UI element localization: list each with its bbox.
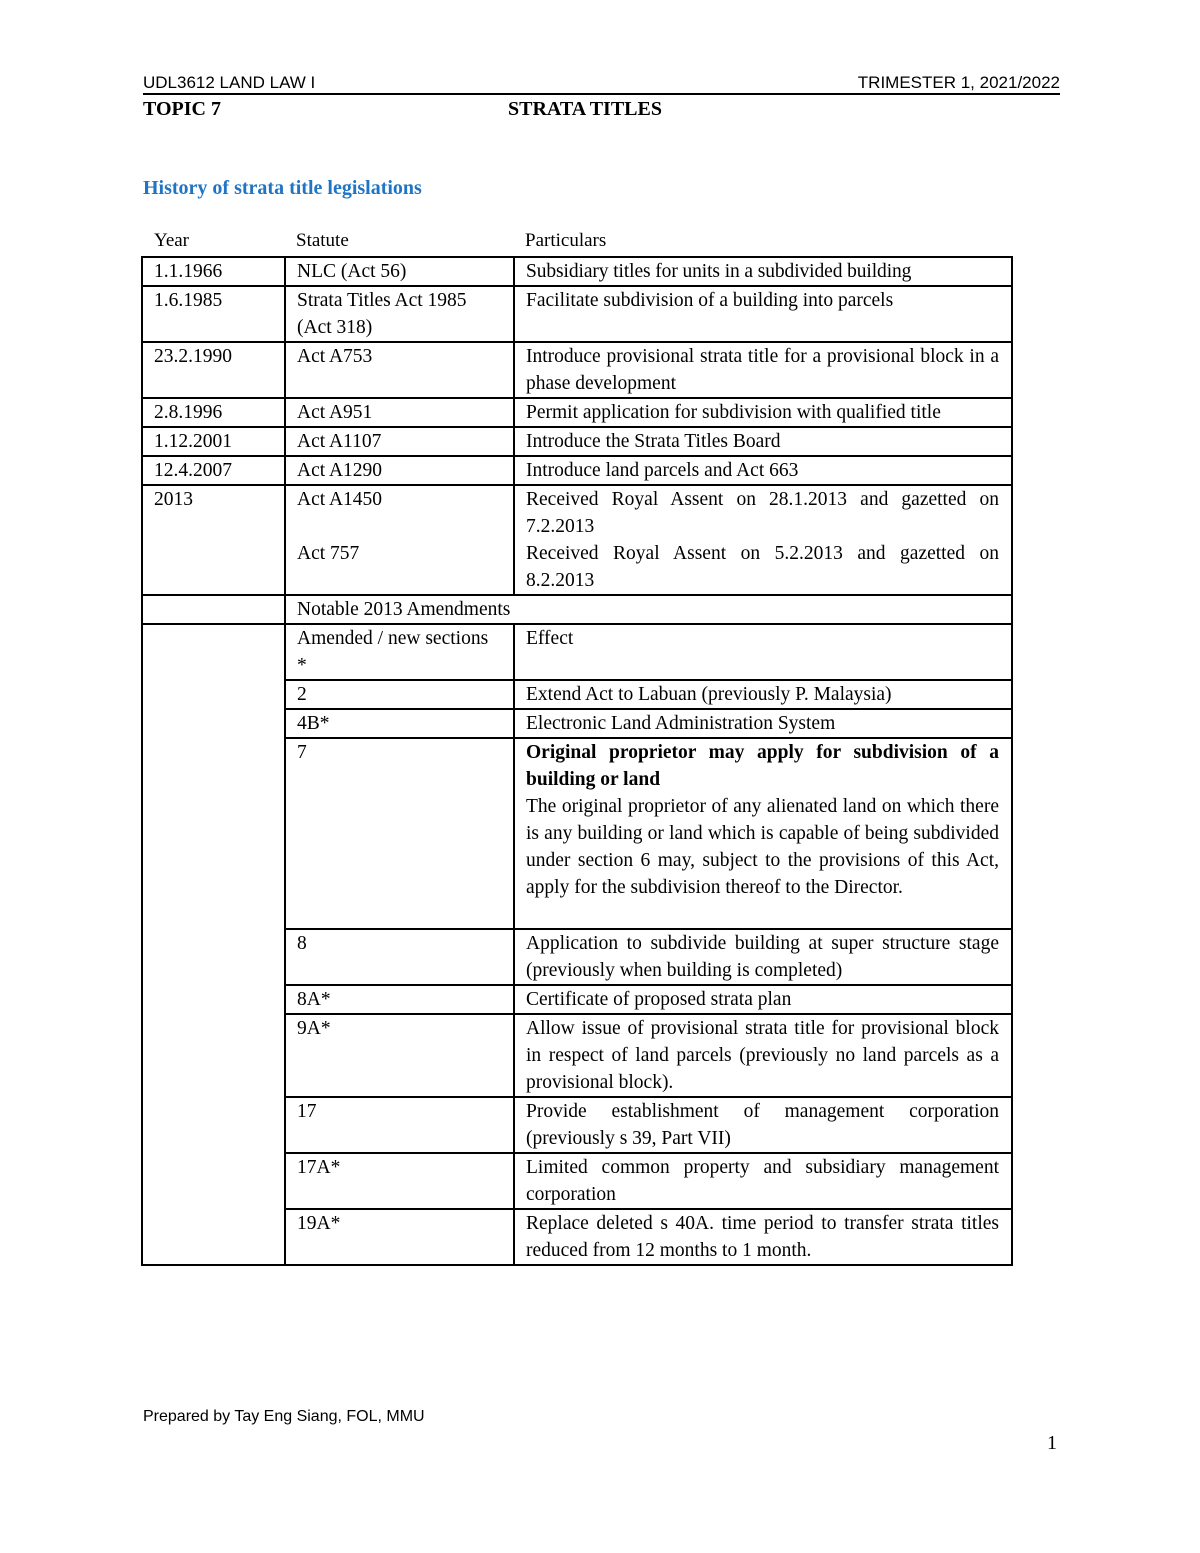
statute-cell xyxy=(285,485,514,595)
section-cell: 17A* xyxy=(285,1153,514,1209)
section-cell: 19A* xyxy=(285,1209,514,1265)
table-row xyxy=(142,456,1012,485)
running-header xyxy=(143,73,1060,95)
effect-cell: Allow issue of provisional strata title for provisional block in respect of land parcels (previously no land parcels as a provisional block). xyxy=(514,1014,1012,1097)
year-cell: 12.4.2007 xyxy=(142,456,285,485)
section-heading: History of strata title legislations xyxy=(143,177,422,199)
particulars-a1450: Received Royal Assent on 28.1.2013 and gazetted on 7.2.2013 xyxy=(526,489,999,537)
year-cell: 1.6.1985 xyxy=(142,286,285,342)
particulars-act757: Received Royal Assent on 5.2.2013 and gazetted on 8.2.2013 xyxy=(526,543,999,591)
particulars-cell: Facilitate subdivision of a building into parcels xyxy=(514,286,1012,342)
effect-cell: Limited common property and subsidiary management corporation xyxy=(514,1153,1012,1209)
effect-cell: Provide establishment of management corporation (previously s 39, Part VII) xyxy=(514,1097,1012,1153)
particulars-cell: Permit application for subdivision with qualified title xyxy=(514,398,1012,427)
col-header-particulars: Particulars xyxy=(525,230,607,251)
page-title: STRATA TITLES xyxy=(508,98,662,120)
section-cell: 7 xyxy=(285,738,514,929)
amended-sections-header: Amended / new sections * xyxy=(285,624,514,680)
effect-cell xyxy=(514,738,1012,929)
year-cell: 23.2.1990 xyxy=(142,342,285,398)
particulars-cell: Introduce the Strata Titles Board xyxy=(514,427,1012,456)
section-cell: 9A* xyxy=(285,1014,514,1097)
year-cell: 2013 xyxy=(142,485,285,595)
effect-cell: Electronic Land Administration System xyxy=(514,709,1012,738)
col-header-statute: Statute xyxy=(296,230,349,251)
particulars-cell: Subsidiary titles for units in a subdivided building xyxy=(514,257,1012,286)
section-cell: 4B* xyxy=(285,709,514,738)
statute-cell: Act A951 xyxy=(285,398,514,427)
table-row xyxy=(142,286,1012,342)
year-cell: 2.8.1996 xyxy=(142,398,285,427)
amendments-header-row xyxy=(142,624,1012,680)
blank-cell xyxy=(142,624,285,1265)
table-row xyxy=(142,427,1012,456)
statute-cell: Strata Titles Act 1985 (Act 318) xyxy=(285,286,514,342)
table-row xyxy=(142,398,1012,427)
footer-credit: Prepared by Tay Eng Siang, FOL, MMU xyxy=(143,1408,425,1425)
section-cell: 8A* xyxy=(285,985,514,1014)
year-cell: 1.1.1966 xyxy=(142,257,285,286)
section-cell: 17 xyxy=(285,1097,514,1153)
statute-cell: Act A753 xyxy=(285,342,514,398)
topic-number: TOPIC 7 xyxy=(143,98,221,120)
section-cell: 2 xyxy=(285,680,514,709)
page-number: 1 xyxy=(1047,1432,1057,1454)
amendments-title: Notable 2013 Amendments xyxy=(285,595,1012,624)
year-cell: 1.12.2001 xyxy=(142,427,285,456)
statute-cell: NLC (Act 56) xyxy=(285,257,514,286)
effect-cell: Certificate of proposed strata plan xyxy=(514,985,1012,1014)
trimester: TRIMESTER 1, 2021/2022 xyxy=(857,73,1060,92)
strata-history-table xyxy=(141,256,1013,1266)
effect-text: The original proprietor of any alienated land on which there is any building or land which is capable of being subdivided under section 6 may, subject to the provisions of this Act, apply for the subdivision thereof to the Director. xyxy=(526,796,999,898)
table-row-2013 xyxy=(142,485,1012,595)
particulars-cell xyxy=(514,485,1012,595)
statute-cell: Act A1290 xyxy=(285,456,514,485)
effect-cell: Replace deleted s 40A. time period to transfer strata titles reduced from 12 months to 1 month. xyxy=(514,1209,1012,1265)
particulars-cell: Introduce land parcels and Act 663 xyxy=(514,456,1012,485)
effect-cell: Extend Act to Labuan (previously P. Malaysia) xyxy=(514,680,1012,709)
table-row xyxy=(142,257,1012,286)
effect-cell: Application to subdivide building at super structure stage (previously when building is completed) xyxy=(514,929,1012,985)
statute-cell: Act A1107 xyxy=(285,427,514,456)
effect-heading: Original proprietor may apply for subdivision of a building or land xyxy=(526,742,999,790)
table-row xyxy=(142,342,1012,398)
section-cell: 8 xyxy=(285,929,514,985)
col-header-year: Year xyxy=(154,230,190,251)
amendments-title-row xyxy=(142,595,1012,624)
statute-act757: Act 757 xyxy=(297,543,360,564)
effect-header: Effect xyxy=(514,624,1012,680)
particulars-cell: Introduce provisional strata title for a provisional block in a phase development xyxy=(514,342,1012,398)
course-code: UDL3612 LAND LAW I xyxy=(143,73,316,92)
statute-a1450: Act A1450 xyxy=(297,489,383,510)
